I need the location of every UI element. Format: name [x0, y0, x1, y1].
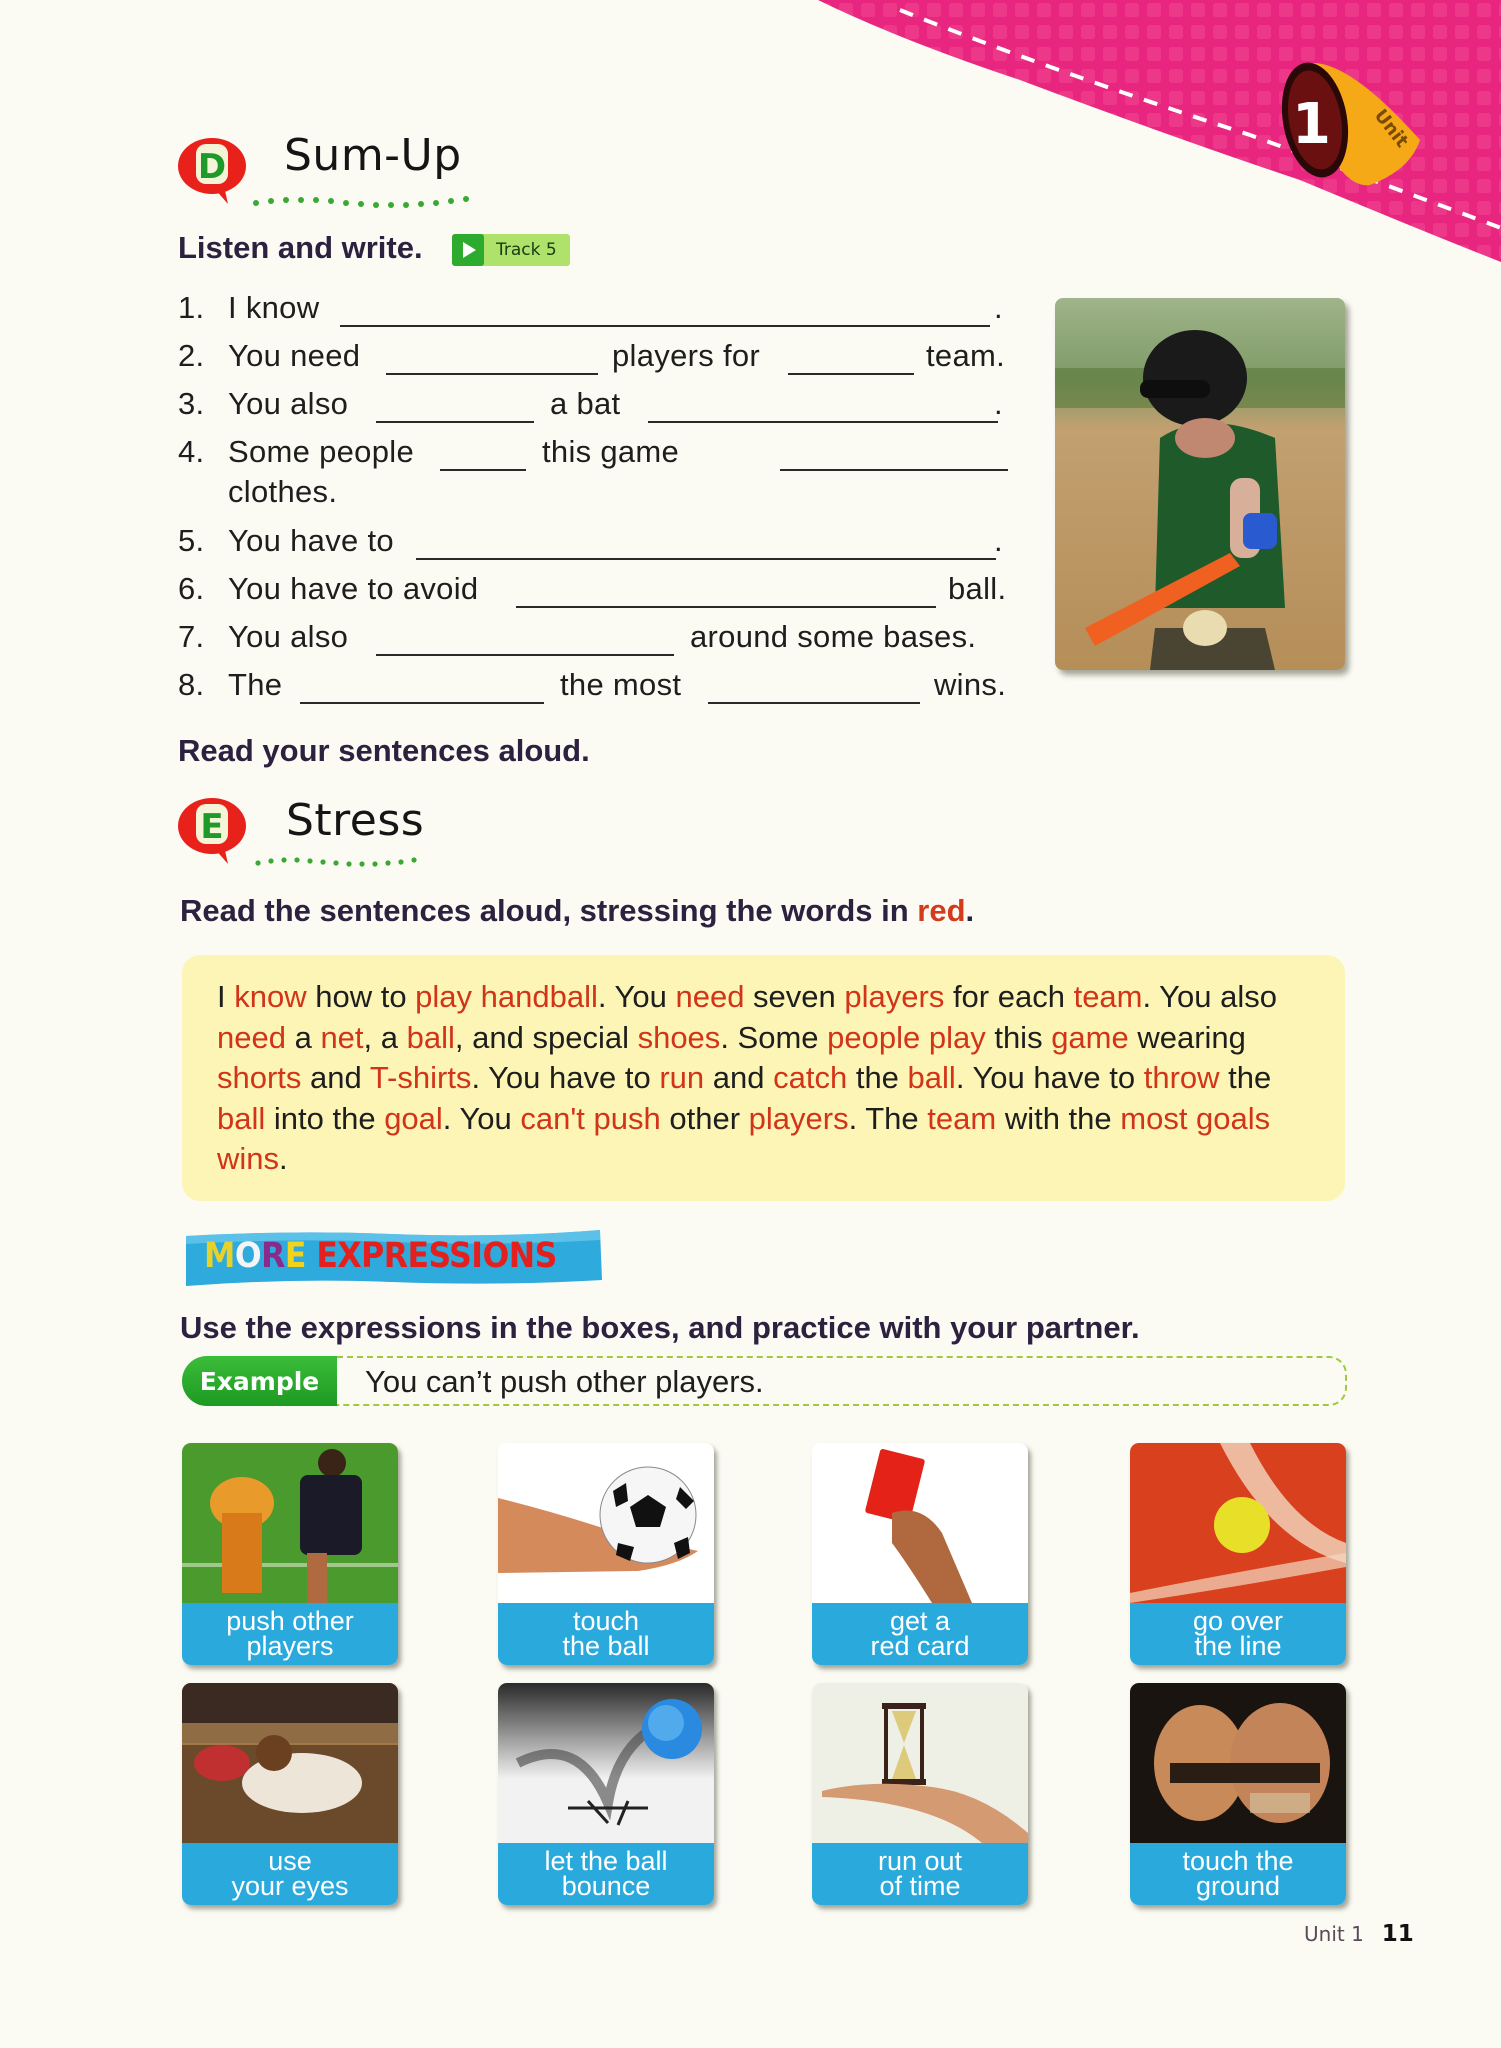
stressed-word: shorts — [217, 1060, 302, 1095]
players-pushing-photo — [182, 1443, 398, 1603]
stressed-word: net — [320, 1019, 364, 1055]
stressed-word: players — [844, 979, 945, 1014]
stressed-word: most goals wins — [217, 1100, 1271, 1176]
stress-passage: I know how to play handball. You need seven players for each team. You also need a net, a ball, and special shoes. Some people play this game wearing shorts and T-shirts. You have to run and catch the ball. You have to throw the ball into the goal. You can't push other players. The team with the most goals wins. — [217, 979, 1277, 1176]
card-caption: touch the ball — [498, 1603, 714, 1665]
stressed-word: players — [748, 1100, 849, 1136]
section-e-instruction: Read the sentences aloud, stressing the words in red. — [180, 893, 975, 928]
dotted-underline-decoration — [252, 196, 482, 210]
expression-card-use-your-eyes[interactable] — [182, 1683, 398, 1905]
sumo-wrestlers-photo — [1130, 1683, 1346, 1843]
children-crawling-photo — [182, 1683, 398, 1843]
stressed-word: ball — [406, 1019, 455, 1055]
example-row — [182, 1356, 1347, 1406]
answer-blank[interactable] — [516, 606, 936, 608]
unit-number: 1 — [1292, 92, 1331, 157]
section-d-badge-icon — [176, 136, 252, 206]
answer-blank[interactable] — [780, 469, 1008, 471]
answer-blank[interactable] — [440, 469, 526, 471]
card-caption: run out of time — [812, 1843, 1028, 1905]
answer-blank[interactable] — [386, 373, 598, 375]
answer-blank[interactable] — [300, 702, 544, 704]
stressed-word: catch — [773, 1060, 848, 1095]
stressed-word: team — [927, 1100, 997, 1136]
dotted-underline-decoration — [254, 856, 444, 870]
example-label: Example — [182, 1356, 337, 1406]
list-item: 4. Some people this game clothes. — [178, 434, 1008, 514]
answer-blank[interactable] — [708, 702, 920, 704]
stressed-word: need — [675, 979, 745, 1014]
hand-holding-red-card — [812, 1443, 1028, 1603]
stressed-word: play handball — [415, 979, 598, 1014]
expression-card-run-out-of-time[interactable] — [812, 1683, 1028, 1905]
track-label: Track 5 — [496, 240, 557, 260]
ball-bouncing-illustration — [498, 1683, 714, 1843]
card-caption: touch the ground — [1130, 1843, 1346, 1905]
answer-blank[interactable] — [340, 325, 990, 327]
stressed-word: shoes — [637, 1019, 721, 1055]
page-number: 11 — [1381, 1921, 1414, 1947]
expression-card-go-over-the-line[interactable] — [1130, 1443, 1346, 1665]
answer-blank[interactable] — [376, 654, 674, 656]
stressed-word: game — [1051, 1019, 1129, 1055]
section-e-title: Stress — [286, 795, 425, 846]
section-d-instruction: Listen and write. — [178, 230, 423, 265]
svg-text:E: E — [200, 807, 224, 847]
stressed-word: people play — [827, 1019, 986, 1055]
stressed-word: ball — [217, 1100, 266, 1136]
card-caption: push other players — [182, 1603, 398, 1665]
section-e-badge-icon — [176, 796, 252, 866]
play-icon — [452, 234, 484, 266]
svg-text:D: D — [197, 147, 227, 187]
list-item: 8. The the most wins. — [178, 667, 1007, 702]
card-caption: go over the line — [1130, 1603, 1346, 1665]
page-footer — [1304, 1921, 1414, 1947]
stressed-word: ball — [907, 1060, 956, 1095]
list-item: 1. I know . — [178, 290, 1003, 325]
footer-unit-label: Unit 1 — [1304, 1922, 1364, 1946]
answer-blank[interactable] — [648, 421, 998, 423]
expression-card-get-a-red-card[interactable] — [812, 1443, 1028, 1665]
child-batting-baseball-photo — [1055, 298, 1345, 670]
answer-blank[interactable] — [416, 558, 996, 560]
expression-card-push-other-players[interactable] — [182, 1443, 398, 1665]
answer-blank[interactable] — [788, 373, 914, 375]
hand-holding-soccer-ball — [498, 1443, 714, 1603]
list-item: 7. You also around some bases. — [178, 619, 977, 654]
stressed-word: goal — [384, 1100, 443, 1136]
more-expressions-instruction: Use the expressions in the boxes, and practice with your partner. — [180, 1310, 1140, 1345]
expression-card-let-the-ball-bounce[interactable] — [498, 1683, 714, 1905]
tennis-ball-on-line — [1130, 1443, 1346, 1603]
expression-card-touch-the-ground[interactable] — [1130, 1683, 1346, 1905]
stressed-word: need — [217, 1019, 286, 1055]
stressed-word: throw — [1143, 1060, 1220, 1095]
list-item: 2. You need players for team. — [178, 338, 1006, 373]
stressed-word: can't push — [520, 1100, 661, 1136]
list-item: 6. You have to avoid ball. — [178, 571, 1007, 606]
example-text: You can’t push other players. — [365, 1364, 764, 1399]
card-caption: get a red card — [812, 1603, 1028, 1665]
stressed-word: team — [1073, 979, 1143, 1014]
section-d-followup: Read your sentences aloud. — [178, 733, 590, 768]
expression-card-touch-the-ball[interactable] — [498, 1443, 714, 1665]
card-caption: let the ball bounce — [498, 1843, 714, 1905]
answer-blank[interactable] — [376, 421, 534, 423]
stressed-word: T-shirts — [369, 1060, 472, 1095]
track-5-audio-button[interactable] — [452, 234, 570, 266]
stressed-word: run — [659, 1060, 705, 1095]
stress-passage-box — [182, 955, 1345, 1201]
more-expressions-title: MORE EXPRESSIONS — [204, 1236, 557, 1276]
hand-holding-hourglass — [812, 1683, 1028, 1843]
card-caption: use your eyes — [182, 1843, 398, 1905]
list-item: 5. You have to . — [178, 523, 1003, 558]
unit-label: Unit — [1369, 105, 1413, 152]
stressed-word: know — [234, 979, 307, 1014]
list-item: 3. You also a bat . — [178, 386, 1003, 421]
section-d-title: Sum-Up — [284, 130, 462, 181]
